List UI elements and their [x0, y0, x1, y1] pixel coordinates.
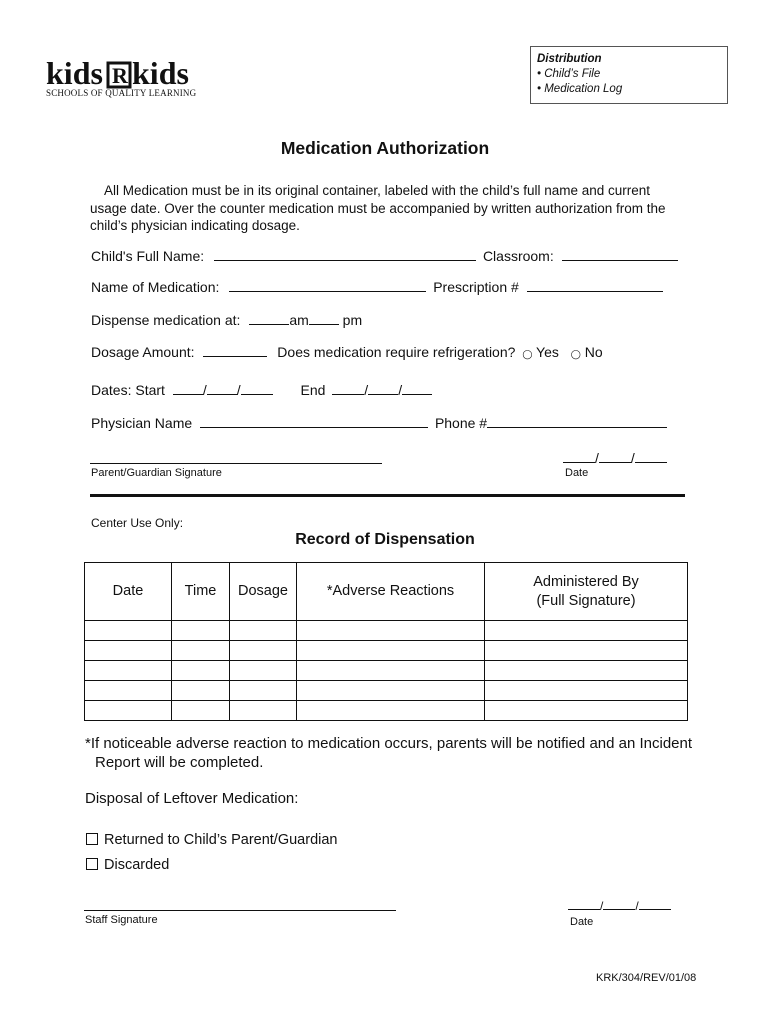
physician-row — [91, 415, 667, 431]
adverse-reaction-footnote: *If noticeable adverse reaction to medication occurs, parents will be notified and an Incident Report will be completed. — [85, 735, 693, 771]
phone-label: Phone # — [434, 415, 488, 431]
end-label: End — [300, 382, 326, 398]
start-day-field[interactable] — [207, 382, 237, 395]
date-separator: / — [600, 899, 604, 913]
end-year-field[interactable] — [402, 382, 432, 395]
am-label: am — [289, 312, 309, 328]
end-day-field[interactable] — [368, 382, 398, 395]
logo-badge: R — [112, 63, 128, 88]
dosage-field[interactable] — [203, 344, 267, 357]
logo-tagline: SCHOOLS OF QUALITY LEARNING — [46, 88, 197, 98]
dispense-am-field[interactable] — [249, 312, 289, 325]
intro-paragraph: All Medication must be in its original container, labeled with the child’s full name and current usage date. Over the counter medication must be accompanied by written authorization from the child’s physician indicating dosage. — [90, 183, 666, 233]
logo-word-left: kids — [46, 55, 103, 91]
prescription-field[interactable] — [527, 279, 663, 292]
phone-field[interactable] — [487, 415, 667, 428]
no-checkbox-icon[interactable]: ◯ — [570, 349, 581, 359]
distribution-box — [530, 46, 728, 104]
staff-date-field[interactable] — [568, 899, 671, 913]
date-separator: / — [635, 899, 639, 913]
end-month-field[interactable] — [332, 382, 364, 395]
page-title: Medication Authorization — [280, 138, 490, 158]
yes-checkbox-icon[interactable]: ◯ — [522, 349, 533, 359]
dispense-pm-field[interactable] — [309, 312, 339, 325]
table-row[interactable] — [85, 641, 688, 661]
disposal-option-label: Returned to Child’s Parent/Guardian — [104, 832, 338, 848]
prescription-label: Prescription # — [433, 279, 519, 295]
column-header-adverse-reactions: *Adverse Reactions — [297, 563, 485, 621]
table-header-row — [85, 563, 688, 621]
form-code: KRK/304/REV/01/08 — [596, 972, 697, 984]
table-row[interactable] — [85, 621, 688, 641]
start-year-field[interactable] — [241, 382, 273, 395]
center-use-label: Center Use Only: — [91, 516, 184, 530]
physician-field[interactable] — [200, 415, 428, 428]
column-header-administered-by: Administered By (Full Signature) — [485, 563, 688, 621]
physician-label: Physician Name — [91, 415, 193, 431]
checkbox-icon[interactable] — [86, 833, 98, 845]
table-row[interactable] — [85, 681, 688, 701]
column-header-date: Date — [85, 563, 172, 621]
medication-name-field[interactable] — [229, 279, 426, 292]
staff-signature-line[interactable] — [84, 910, 396, 911]
disposal-label: Disposal of Leftover Medication: — [85, 790, 299, 807]
date-separator: / — [630, 450, 635, 466]
pm-label: pm — [342, 312, 363, 328]
refrigeration-label: Does medication require refrigeration? — [277, 344, 516, 360]
guardian-date-field[interactable] — [563, 450, 667, 466]
dosage-row — [91, 344, 603, 360]
medication-row — [91, 279, 663, 295]
medication-name-label: Name of Medication: — [91, 279, 220, 295]
table-row[interactable] — [85, 701, 688, 721]
dates-row — [91, 382, 432, 398]
dispensation-table — [84, 562, 688, 721]
disposal-option-returned[interactable] — [86, 832, 337, 848]
date-separator: / — [398, 382, 403, 398]
date-separator: / — [236, 382, 241, 398]
dispense-label: Dispense medication at: — [91, 312, 241, 328]
date-separator: / — [595, 450, 599, 466]
date-separator: / — [202, 382, 207, 398]
table-row[interactable] — [85, 661, 688, 681]
column-header-dosage: Dosage — [230, 563, 297, 621]
staff-date-label: Date — [570, 916, 594, 928]
record-title: Record of Dispensation — [295, 531, 475, 548]
yes-label: Yes — [536, 344, 559, 360]
distribution-item: • Medication Log — [537, 83, 623, 95]
child-name-label: Child's Full Name: — [91, 248, 205, 264]
dispense-row — [91, 312, 362, 328]
start-month-field[interactable] — [173, 382, 203, 395]
dosage-label: Dosage Amount: — [91, 344, 195, 360]
child-name-field[interactable] — [214, 248, 476, 261]
disposal-option-label: Discarded — [104, 857, 170, 873]
dates-start-label: Dates: Start — [91, 382, 165, 398]
guardian-signature-line[interactable] — [90, 463, 382, 464]
distribution-item: • Child’s File — [537, 68, 601, 80]
guardian-signature-label: Parent/Guardian Signature — [91, 467, 222, 479]
checkbox-icon[interactable] — [86, 858, 98, 870]
logo-word-right: kids — [132, 55, 189, 91]
classroom-label: Classroom: — [482, 248, 554, 264]
section-divider — [90, 494, 685, 497]
classroom-field[interactable] — [562, 248, 678, 261]
column-header-time: Time — [172, 563, 230, 621]
disposal-option-discarded[interactable] — [86, 857, 169, 873]
distribution-heading: Distribution — [537, 53, 602, 65]
no-label: No — [584, 344, 603, 360]
guardian-date-label: Date — [565, 467, 589, 479]
child-name-row — [91, 248, 678, 264]
date-separator: / — [364, 382, 369, 398]
staff-signature-label: Staff Signature — [85, 914, 158, 926]
